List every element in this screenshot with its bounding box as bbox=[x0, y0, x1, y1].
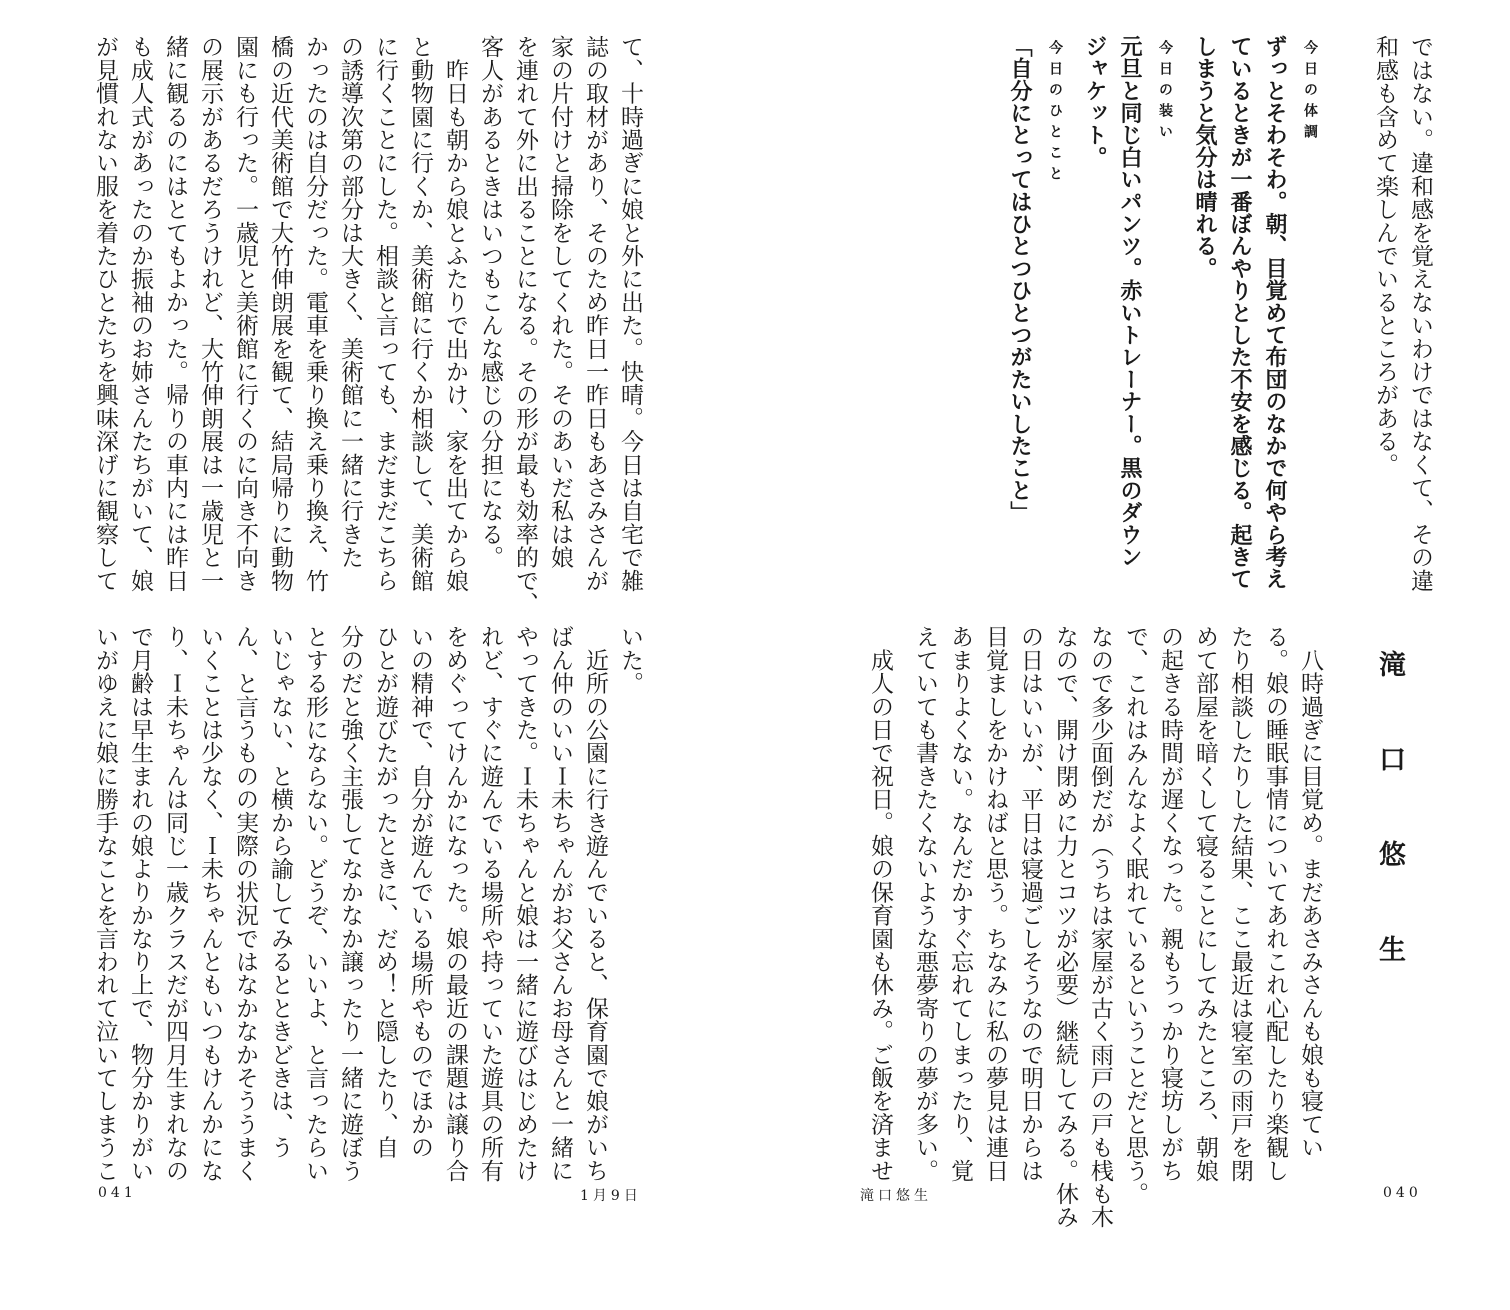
text-column: て、十時過ぎに娘と外に出た。快晴。今日は自宅で雑 bbox=[617, 35, 643, 592]
page-number-left: 041 bbox=[98, 1185, 137, 1201]
text-column: ばん仲のいいＩ未ちゃんがお父さんお母さんと一緒に bbox=[547, 625, 573, 1182]
page-number-right: 040 bbox=[1383, 1185, 1422, 1201]
text-column: と動物園に行くか、美術館に行くか相談して、美術館 bbox=[407, 35, 433, 592]
text-column: なので多少面倒だが（うちは家屋が古く雨戸の戸も桟も木 bbox=[1087, 625, 1113, 1229]
text-column: の日はいいが、平日は寝過ごしそうなので明日からは bbox=[1017, 625, 1043, 1182]
text-column: 分のだと強く主張してなかなか譲ったり一緒に遊ぼう bbox=[337, 625, 363, 1182]
daily-item-text: 元旦と同じ白いパンツ。赤いトレーナー。黒のダウン bbox=[1117, 35, 1142, 568]
text-column: 家の片付けと掃除をしてくれた。そのあいだ私は娘 bbox=[547, 35, 573, 569]
text-column: なので、開け閉めに力とコツが必要）継続してみる。休み bbox=[1052, 625, 1078, 1229]
text-column: いた。 bbox=[617, 625, 643, 695]
text-column: る。娘の睡眠事情についてあれこれ心配したり楽観し bbox=[1262, 625, 1288, 1182]
running-head-date: 1月9日 bbox=[580, 1188, 642, 1204]
text-column: 八時過ぎに目覚め。まだあさみさんも娘も寝てい bbox=[1297, 625, 1323, 1159]
text-column: で、これはみんなよく眠れているということだと思う。 bbox=[1122, 625, 1148, 1205]
running-head-author: 滝口悠生 bbox=[860, 1188, 932, 1204]
text-column: とする形にならない。どうぞ、いいよ、と言ったらい bbox=[302, 625, 328, 1182]
text-column: で月齢は早生まれの娘よりかなり上で、物分かりがい bbox=[127, 625, 153, 1182]
text-column: いくことは少なく、Ｉ未ちゃんともいつもけんかにな bbox=[197, 625, 223, 1182]
text-column: 近所の公園に行き遊んでいると、保育園で娘がいち bbox=[582, 625, 608, 1182]
text-column: 目覚ましをかけねばと思う。ちなみに私の夢見は連日 bbox=[982, 625, 1008, 1182]
daily-item-text: ジャケット。 bbox=[1082, 35, 1107, 169]
daily-item-text: 「自分にとってはひとつひとつがたいしたこと」 bbox=[1007, 35, 1032, 524]
text-column: の誘導次第の部分は大きく、美術館に一緒に行きた bbox=[337, 35, 363, 569]
text-column: 和感も含めて楽しんでいるところがある。 bbox=[1372, 35, 1398, 476]
text-column: をめぐってけんかになった。娘の最近の課題は譲り合 bbox=[442, 625, 468, 1182]
text-column: の起きる時間が遅くなった。親もうっかり寝坊しがち bbox=[1157, 625, 1183, 1182]
daily-item-text: しまうと気分は晴れる。 bbox=[1192, 35, 1217, 280]
text-column: 客人があるときはいつもこんな感じの分担になる。 bbox=[477, 35, 503, 569]
text-column: 橋の近代美術館で大竹伸朗展を観て、結局帰りに動物 bbox=[267, 35, 293, 592]
text-column: やってきた。Ｉ未ちゃんと娘は一緒に遊びはじめたけ bbox=[512, 625, 538, 1182]
text-column: の展示があるだろうけれど、大竹伸朗展は一歳児と一 bbox=[197, 35, 223, 592]
text-column: あまりよくない。なんだかすぐ忘れてしまったり、覚 bbox=[947, 625, 973, 1182]
text-column: かったのは自分だった。電車を乗り換え乗り換え、竹 bbox=[302, 35, 328, 592]
text-column: めて部屋を暗くして寝ることにしてみたところ、朝娘 bbox=[1192, 625, 1218, 1182]
text-column: を連れて外に出ることになる。その形が最も効率的で、 bbox=[512, 35, 538, 615]
daily-item-label: 今日の体調 bbox=[1302, 40, 1318, 145]
text-column: いじゃない、と横から諭してみるとときどきは、う bbox=[267, 625, 293, 1159]
text-column: 昨日も朝から娘とふたりで出かけ、家を出てから娘 bbox=[442, 35, 468, 592]
daily-item-text: ているときが一番ぼんやりとした不安を感じる。起きて bbox=[1227, 35, 1252, 590]
text-column: 成人の日で祝日。娘の保育園も休み。ご飯を済ませ bbox=[867, 625, 893, 1182]
text-column: えていても書きたくないような悪夢寄りの夢が多い。 bbox=[912, 625, 938, 1182]
daily-item-label: 今日のひとこと bbox=[1047, 40, 1063, 187]
text-column: ひとが遊びたがったときに、だめ！と隠したり、自 bbox=[372, 625, 398, 1159]
text-column: に行くことにした。相談と言っても、まだまだこちら bbox=[372, 35, 398, 592]
text-column: れど、すぐに遊んでいる場所や持っていた遊具の所有 bbox=[477, 625, 503, 1182]
author-name: 滝口悠生 bbox=[1374, 650, 1405, 1030]
text-column: が見慣れない服を着たひとたちを興味深げに観察して bbox=[92, 35, 118, 592]
text-column: 緒に観るのにはとてもよかった。帰りの車内には昨日 bbox=[162, 35, 188, 592]
daily-item-text: ずっとそわそわ。朝、目覚めて布団のなかで何やら考え bbox=[1262, 35, 1287, 590]
text-column: いがゆえに娘に勝手なことを言われて泣いてしまうこ bbox=[92, 625, 118, 1182]
text-column: り、Ｉ未ちゃんは同じ一歳クラスだが四月生まれなの bbox=[162, 625, 188, 1182]
text-column: 園にも行った。一歳児と美術館に行くのに向き不向き bbox=[232, 35, 258, 592]
text-column: たり相談したりした結果、ここ最近は寝室の雨戸を閉 bbox=[1227, 625, 1253, 1182]
daily-item-label: 今日の装い bbox=[1157, 40, 1173, 145]
text-column: も成人式があったのか振袖のお姉さんたちがいて、娘 bbox=[127, 35, 153, 592]
text-column: ん、と言うものの実際の状況ではなかなかそううまく bbox=[232, 625, 258, 1182]
text-column: ではない。違和感を覚えないわけではなくて、その違 bbox=[1407, 35, 1433, 592]
text-column: いの精神で、自分が遊んでいる場所やものでほかの bbox=[407, 625, 433, 1159]
text-column: 誌の取材があり、そのため昨日一昨日もあさみさんが bbox=[582, 35, 608, 592]
